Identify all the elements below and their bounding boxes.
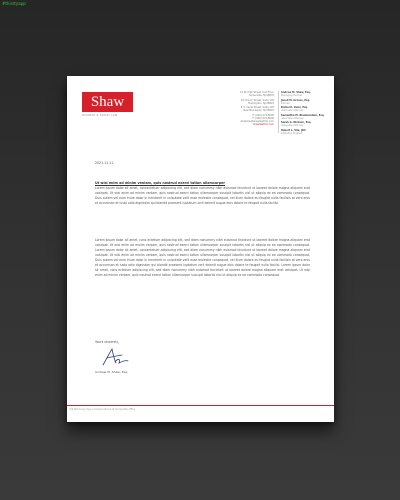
letter-subject: Ut wisi enim ad minim veniam, quis nostrud exerci tation ullamcorper: [95, 181, 226, 185]
corner-watermark-tag: #thirstyapp: [2, 1, 26, 6]
letter-closing: Yours sincerely,: [95, 340, 120, 344]
phone-number: P: (000) 474-8000: [252, 114, 274, 118]
footer-note: *All attorneys may correspondence at Somerville office: [69, 408, 136, 411]
letterhead-page: [67, 76, 334, 422]
website-link[interactable]: shawlawfirm.com: [253, 123, 274, 127]
attorney-entry: Janell M. Grosso, Esq. Partner: [281, 98, 311, 105]
body-paragraph-1: Lorem ipsum dolor sit amet, consectetuer adipiscing elit, sed diam nonummy nibh euismod tincidunt ut laoreet dolore magna aliquam erat volutpat. Ut wisi enim ad minim veniam, quis nostrud exerci tation ullamcorper suscipit lobortis nisl ut aliquip ex ea commodo consequat. Duis autem vel eum iriure dolor in hendrerit in vulputate velit esse molestie consequat, vel illum dolore eu feugiat nulla facilisis at vero eros et accumsan et iusto odio dignissim qui blandit praesent luptatum zzril delenit augue duis dolore te feugait nulla facilisi.: [95, 186, 310, 206]
attorney-entry: Robert L. Vila, JD# Litigation Support: [281, 128, 306, 135]
header-divider: [278, 91, 279, 133]
office-addresses: [217, 91, 274, 126]
firm-tagline: DIVORCE & FAMILY LAW: [82, 114, 118, 117]
attorney-entry: Daniel K. Kunz, Esq. Associate Attorney: [281, 106, 309, 113]
footer-rule: [67, 405, 334, 406]
attorney-entry: Samantha M. Blankenstein, Esq. Associate Attorney: [281, 113, 325, 120]
attorney-entry: Sarah G. Nickson, Esq. Associate Attorney: [281, 121, 312, 128]
email-address: shawlaw@shawlawfirm.com: [240, 120, 274, 124]
signature-image: [100, 346, 130, 368]
letter-date: 2021-11-12: [95, 161, 114, 165]
signer-name: Andrew M. Shaw, Esq.: [95, 370, 129, 374]
fax-number: F: (000) 474-8000: [252, 117, 274, 121]
attorney-roster: [281, 91, 331, 137]
attorney-entry: Andrew M. Shaw, Esq. Managing Partner: [281, 91, 311, 97]
office-address-3: 4 S. Canal Street, Suite 103 New Brunswick, NJ 08901: [240, 106, 274, 113]
office-address-1: 12 W. High Street, Unit Floor Somerville, NJ 08876: [239, 91, 274, 98]
firm-logo: Shaw: [82, 92, 133, 112]
office-address-2: 10 Church Street, Suite 102 Flemington, NJ 08822: [240, 98, 274, 105]
body-paragraph-2: Lorem ipsum dolor sit amet, cons ectetuer adipiscing elit, sed diam nonummy nibh euismod tincidunt ut laoreet dolore magna aliquam erat volutpat. Ut wisi enim ad minim veniam, quis nostrud exerci tation ullamcorper suscipit lobortis nisl ut aliquip ex ea commodo consequat. Lorem ipsum dolor sit amet, consectetuer adipiscing elit, sed diam nonummy nibh euismod tincidunt ut laoreet dolore magna aliquam erat volutpat. Ut wisi enim ad minim veniam, quis nostrud exerci tation ullamcorper suscipit lobortis nisl ut aliquip ex ea commodo consequat. Duis autem vel eum iriure dolor in hendrerit in vulputate velit esse molestie consequat, vel illum dolore eu feugiat nulla facilisis at vero eros et accumsan et iusto odio dignissim qui blandit praesent luptatum zzril delenit augue duis dolore te feugait nulla facilisi. Lorem ipsum dolor sit amet, cons ectetuer adipiscing elit, sed diam nonummy nibh euismod tincidunt ut laoreet dolore magna aliquam erat volutpat. Ut wisi enim ad minim veniam, quis nostrud exerci tation ullamcorper suscipit lobortis nisl ut aliquip ex ea commodo consequat.: [95, 238, 310, 278]
